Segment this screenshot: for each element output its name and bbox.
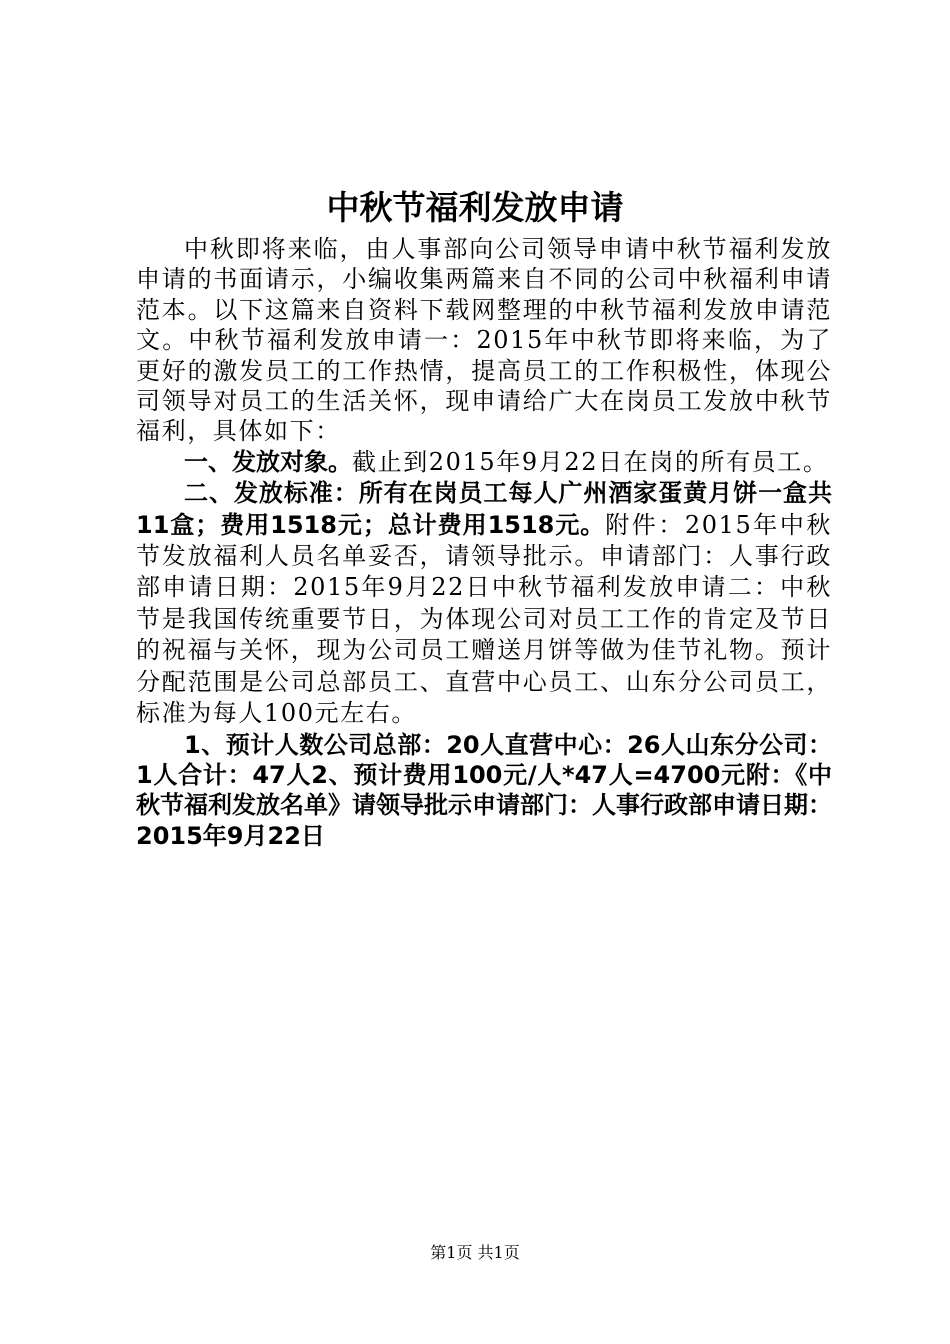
- item2-text: 附件：2015年中秋节发放福利人员名单妥否，请领导批示。申请部门：人事行政部申请日期：2015年9月22日中秋节福利发放申请二：中秋节是我国传统重要节日，为体现公司对员工工作的肯定及节日的祝福与关怀，现为公司员工赠送月饼等做为佳节礼物。预计分配范围是公司总部员工、直营中心员工、山东分公司员工，标准为每人100元左右。: [136, 510, 833, 728]
- intro-paragraph: 中秋即将来临，由人事部向公司领导申请中秋节福利发放申请的书面请示，小编收集两篇来自不同的公司中秋福利申请范本。以下这篇来自资料下载网整理的中秋节福利发放申请范文。中秋节福利发放申请一：2015年中秋节即将来临，为了更好的激发员工的工作热情，提高员工的工作积极性，体现公司领导对员工的生活关怀，现申请给广大在岗员工发放中秋节福利，具体如下：: [136, 235, 832, 446]
- item1-heading: 一、发放对象。: [184, 447, 352, 476]
- document-title: 中秋节福利发放申请: [326, 188, 624, 227]
- item1-text: 截止到2015年9月22日在岗的所有员工。: [352, 447, 829, 476]
- page-footer: 第1页 共1页: [430, 1243, 520, 1262]
- item3-paragraph: 1、预计人数公司总部：20人直营中心：26人山东分公司：1人合计：47人2、预计费用100元/人*47人=4700元附：《中秋节福利发放名单》请领导批示申请部门：人事行政部申请日期：2015年9月22日: [136, 730, 832, 850]
- document-body: [136, 234, 832, 851]
- item1-paragraph: [136, 447, 832, 478]
- item2-heading: 二、发放标准：所有在岗员工每人广州酒家蛋黄月饼一盒共11盒；费用1518元；总计费用1518元。: [136, 479, 832, 539]
- item2-paragraph: [136, 478, 832, 729]
